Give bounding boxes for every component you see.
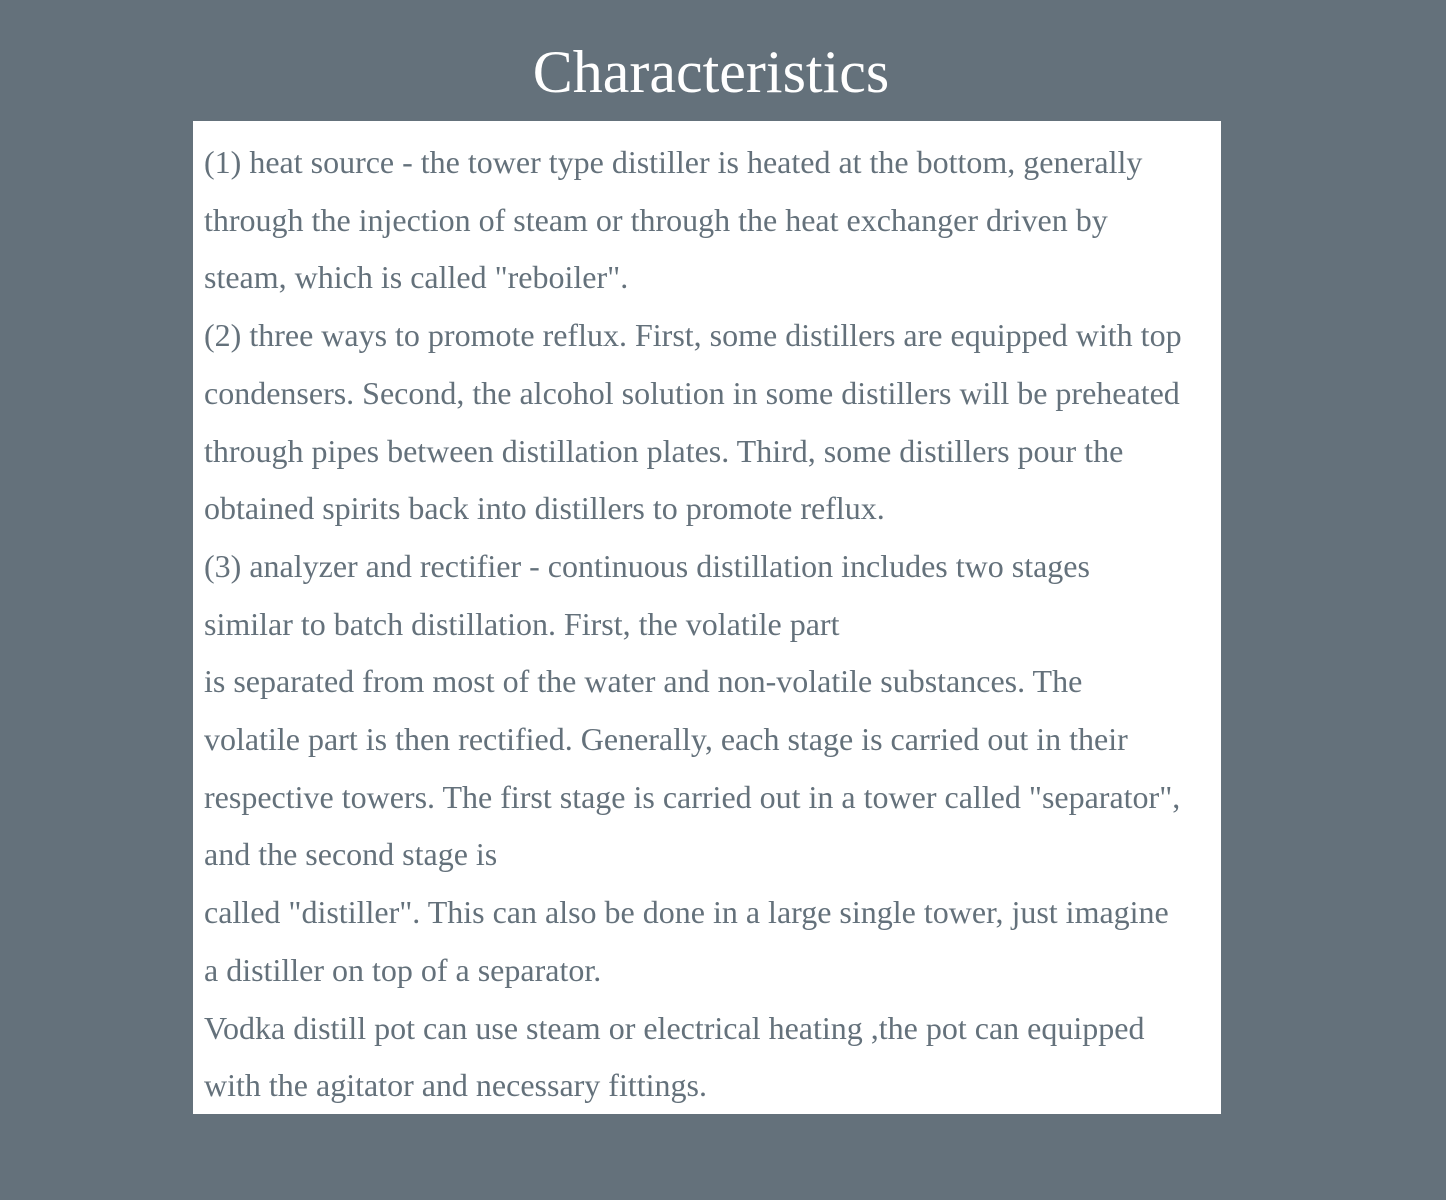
text-line: (2) three ways to promote reflux. First, some distillers are equipped with top bbox=[204, 317, 1182, 354]
text-line: Vodka distill pot can use steam or electrical heating ,the pot can equipped bbox=[204, 1009, 1145, 1046]
text-line: steam, which is called "reboiler". bbox=[204, 259, 629, 296]
text-line: (3) analyzer and rectifier - continuous distillation includes two stages bbox=[204, 547, 1090, 584]
text-line: a distiller on top of a separator. bbox=[204, 951, 602, 988]
text-line: (1) heat source - the tower type distiller is heated at the bottom, generally bbox=[204, 144, 1143, 180]
page-title: Characteristics bbox=[532, 39, 890, 105]
text-line: is separated from most of the water and non-volatile substances. The bbox=[204, 663, 1083, 700]
text-line: with the agitator and necessary fittings. bbox=[204, 1067, 707, 1104]
text-line: similar to batch distillation. First, the volatile part bbox=[204, 605, 840, 642]
text-line: called "distiller". This can also be done in a large single tower, just imagine bbox=[204, 894, 1169, 931]
text-line: volatile part is then rectified. Generally, each stage is carried out in their bbox=[204, 721, 1128, 758]
text-line: through the injection of steam or through the heat exchanger driven by bbox=[204, 201, 1108, 238]
text-line: condensers. Second, the alcohol solution in some distillers will be preheated bbox=[204, 374, 1180, 411]
text-line: and the second stage is bbox=[204, 836, 498, 873]
text-line: through pipes between distillation plates. Third, some distillers pour the bbox=[204, 432, 1124, 469]
text-line: respective towers. The first stage is carried out in a tower called "separator", bbox=[204, 778, 1181, 815]
characteristics-text-panel bbox=[193, 121, 1221, 1114]
text-line: obtained spirits back into distillers to promote reflux. bbox=[204, 490, 885, 527]
